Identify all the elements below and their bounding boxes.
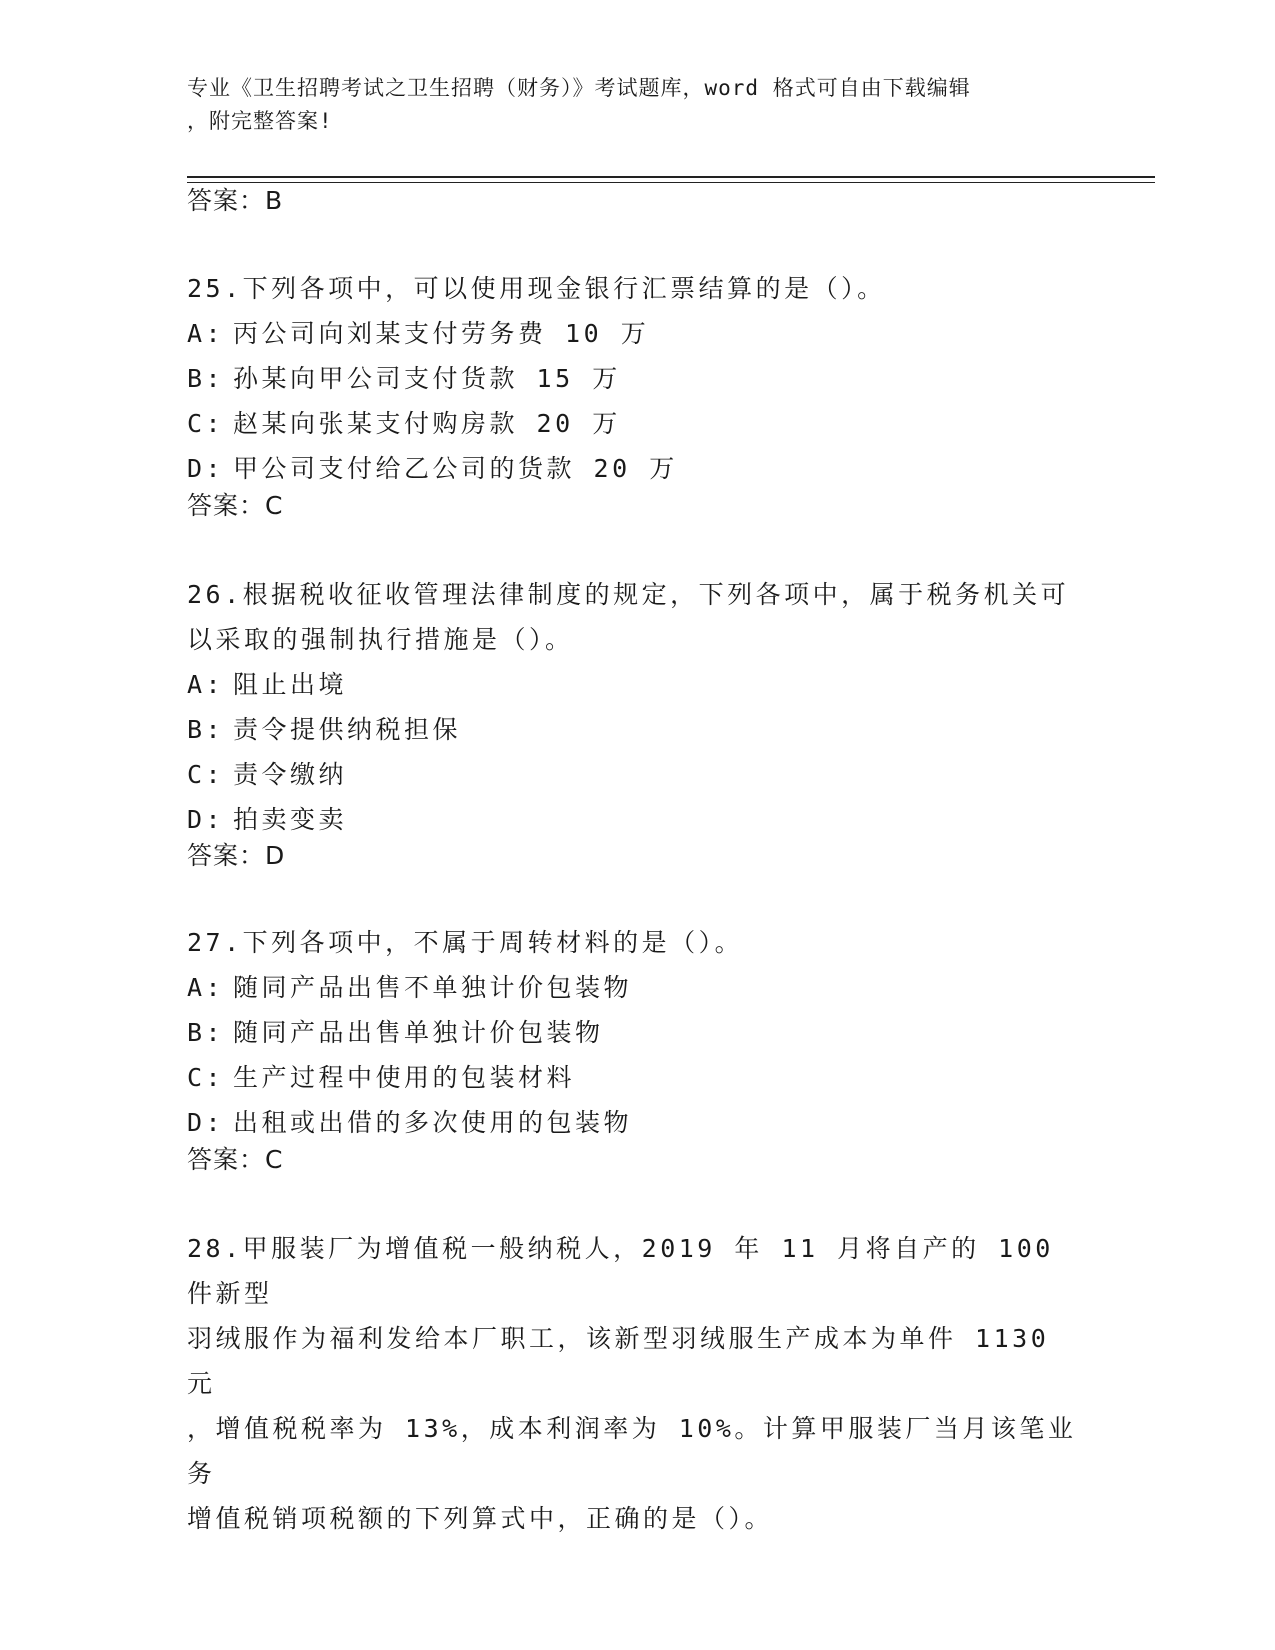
option-key: D: (187, 1108, 225, 1137)
option-d (187, 797, 1087, 842)
question-28 (187, 1226, 1087, 1541)
question-text: 羽绒服作为福利发给本厂职工，该新型羽绒服生产成本为单件 1130 元 (187, 1324, 1050, 1398)
option-text: 生产过程中使用的包装材料 (233, 1063, 576, 1092)
document-header (187, 72, 1087, 138)
question-27 (187, 920, 1087, 1145)
option-text: 随同产品出售单独计价包装物 (233, 1018, 604, 1047)
option-b (187, 707, 1087, 752)
option-d (187, 1100, 1087, 1145)
option-text: 出租或出借的多次使用的包装物 (233, 1108, 633, 1137)
option-b (187, 356, 1087, 401)
option-text: 随同产品出售不单独计价包装物 (233, 973, 633, 1002)
answer-prefix: 答案： (187, 186, 266, 215)
question-text: 以采取的强制执行措施是（）。 (187, 625, 574, 654)
option-text: 阻止出境 (233, 670, 348, 699)
option-text: 责令提供纳税担保 (233, 715, 462, 744)
answer-value: B (265, 186, 284, 215)
answer-line (187, 491, 1087, 521)
header-line-2: ，附完整答案! (187, 109, 333, 133)
option-text: 拍卖变卖 (233, 805, 348, 834)
option-text: 甲公司支付给乙公司的货款 20 万 (233, 454, 678, 483)
question-text: 25.下列各项中，可以使用现金银行汇票结算的是（）。 (187, 274, 886, 303)
answer-prefix: 答案： (187, 841, 266, 870)
option-d (187, 446, 1087, 491)
question-text: 26.根据税收征收管理法律制度的规定，下列各项中，属于税务机关可 (187, 580, 1070, 609)
question-26 (187, 572, 1087, 842)
answer-value: C (265, 1145, 284, 1174)
option-b (187, 1010, 1087, 1055)
header-rule-thin (187, 182, 1155, 183)
option-key: A: (187, 670, 225, 699)
option-a (187, 965, 1087, 1010)
question-text: 28.甲服装厂为增值税一般纳税人，2019 年 11 月将自产的 100 件新型 (187, 1234, 1054, 1308)
option-key: C: (187, 760, 225, 789)
option-a (187, 311, 1087, 356)
option-key: B: (187, 715, 225, 744)
option-key: D: (187, 454, 225, 483)
option-key: C: (187, 1063, 225, 1092)
answer-prefix: 答案： (187, 491, 266, 520)
answer-value: C (265, 491, 284, 520)
question-25 (187, 266, 1087, 491)
option-key: A: (187, 319, 225, 348)
answer-line (187, 1145, 1087, 1175)
option-a (187, 662, 1087, 707)
option-text: 赵某向张某支付购房款 20 万 (233, 409, 621, 438)
option-key: C: (187, 409, 225, 438)
option-key: A: (187, 973, 225, 1002)
header-rule-thick (187, 176, 1155, 178)
answer-value: D (265, 841, 286, 870)
option-text: 责令缴纳 (233, 760, 348, 789)
option-key: D: (187, 805, 225, 834)
option-c (187, 401, 1087, 446)
question-text: 增值税销项税额的下列算式中，正确的是（）。 (187, 1504, 774, 1533)
question-text: ，增值税税率为 13%，成本利润率为 10%。计算甲服装厂当月该笔业务 (187, 1414, 1077, 1488)
answer-line (187, 186, 1087, 216)
answer-line (187, 841, 1087, 871)
option-c (187, 1055, 1087, 1100)
answer-prefix: 答案： (187, 1145, 266, 1174)
option-key: B: (187, 1018, 225, 1047)
question-text: 27.下列各项中，不属于周转材料的是（）。 (187, 928, 744, 957)
option-key: B: (187, 364, 225, 393)
option-text: 丙公司向刘某支付劳务费 10 万 (233, 319, 650, 348)
option-c (187, 752, 1087, 797)
header-line-1: 专业《卫生招聘考试之卫生招聘（财务）》考试题库，word 格式可自由下载编辑 (187, 76, 971, 100)
option-text: 孙某向甲公司支付货款 15 万 (233, 364, 621, 393)
